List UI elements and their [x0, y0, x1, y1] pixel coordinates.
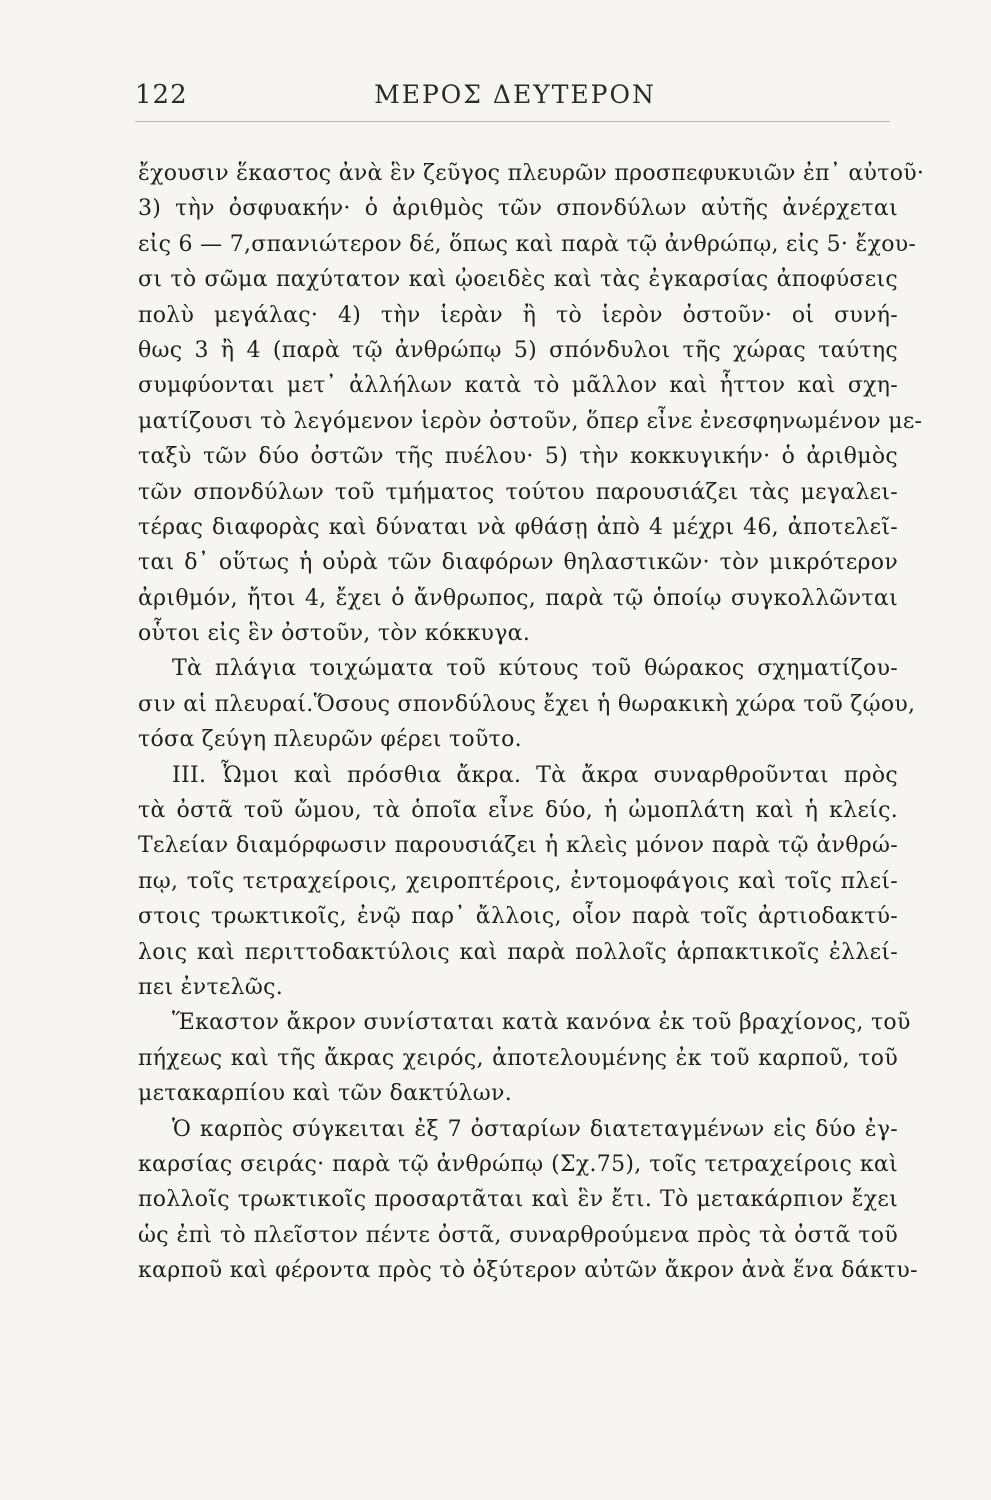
page-number: 122 — [135, 80, 188, 110]
text-line: τῶν σπονδύλων τοῦ τμήματος τούτου παρουσιάζει τὰς μεγαλει- — [138, 479, 898, 505]
header-rule — [135, 121, 890, 122]
text-line: εἰς 6 — 7,σπανιώτερον δέ, ὅπως καὶ παρὰ τῷ ἀνθρώπῳ, εἰς 5· ἔχου- — [138, 231, 917, 257]
text-line: ὡς ἐπὶ τὸ πλεῖστον πέντε ὀστᾶ, συναρθρούμενα πρὸς τὰ ὀστᾶ τοῦ — [138, 1222, 898, 1248]
paragraph-start-line: Ἕκαστον ἄκρον συνίσταται κατὰ κανόνα ἐκ τοῦ βραχίονος, τοῦ — [172, 1010, 911, 1036]
text-line: σιν αἱ πλευραί.Ὅσους σπονδύλους ἔχει ἡ θωρακικὴ χώρα τοῦ ζῴου, — [138, 691, 916, 717]
text-line: ἔχουσιν ἕκαστος ἀνὰ ἓν ζεῦγος πλευρῶν προσπεφυκυιῶν ἐπ᾿ αὐτοῦ· — [138, 161, 925, 186]
text-line: θως 3 ἢ 4 (παρὰ τῷ ἀνθρώπῳ 5) σπόνδυλοι τῆς χώρας ταύτης — [138, 337, 898, 363]
text-line: καρσίας σειράς· παρὰ τῷ ἀνθρώπῳ (Σχ.75), τοῖς τετραχείροις καὶ — [138, 1151, 898, 1177]
paragraph-start-line: Ὁ καρπὸς σύγκειται ἐξ 7 ὀσταρίων διατεταγμένων εἰς δύο ἐγ- — [172, 1116, 898, 1142]
text-line: ἀριθμόν, ἤτοι 4, ἔχει ὁ ἄνθρωπος, παρὰ τῷ ὁποίῳ συγκολλῶνται — [138, 585, 898, 611]
text-line: ματίζουσι τὸ λεγόμενον ἱερὸν ὀστοῦν, ὅπερ εἶνε ἐνεσφηνωμένον με- — [138, 408, 923, 434]
page-body-text — [138, 156, 925, 1289]
text-line: οὗτοι εἰς ἓν ὀστοῦν, τὸν κόκκυγα. — [138, 621, 531, 647]
text-line: μετακαρπίου καὶ τῶν δακτύλων. — [138, 1081, 513, 1107]
text-line: συμφύονται μετ᾿ ἀλλήλων κατὰ τὸ μᾶλλον καὶ ἧττον καὶ σχη- — [138, 373, 898, 399]
page-header — [135, 78, 895, 118]
section-heading-line: III. Ὦμοι καὶ πρόσθια ἄκρα. Τὰ ἄκρα συναρθροῦνται πρὸς — [172, 762, 898, 788]
text-line: πῳ, τοῖς τετραχείροις, χειροπτέροις, ἐντομοφάγοις καὶ τοῖς πλεί- — [138, 868, 898, 894]
text-line: ται δ᾿ οὕτως ἡ οὐρὰ τῶν διαφόρων θηλαστικῶν· τὸν μικρότερον — [138, 550, 898, 576]
text-line: πολὺ μεγάλας· 4) τὴν ἱερὰν ἢ τὸ ἱερὸν ὀστοῦν· οἱ συνή- — [138, 302, 898, 328]
text-line: στοις τρωκτικοῖς, ἐνῷ παρ᾿ ἄλλοις, οἷον παρὰ τοῖς ἀρτιοδακτύ- — [138, 904, 898, 930]
text-line: Τελείαν διαμόρφωσιν παρουσιάζει ἡ κλεὶς μόνον παρὰ τῷ ἀνθρώ- — [138, 833, 898, 859]
text-line: καρποῦ καὶ φέροντα πρὸς τὸ ὀξύτερον αὐτῶν ἄκρον ἀνὰ ἕνα δάκτυ- — [138, 1258, 918, 1284]
text-line: πολλοῖς τρωκτικοῖς προσαρτᾶται καὶ ἓν ἔτι. Τὸ μετακάρπιον ἔχει — [138, 1187, 898, 1213]
paragraph-start-line: Τὰ πλάγια τοιχώματα τοῦ κύτους τοῦ θώρακος σχηματίζου- — [172, 656, 898, 682]
text-line: πει ἐντελῶς. — [138, 974, 284, 1000]
text-line: τόσα ζεύγη πλευρῶν φέρει τοῦτο. — [138, 727, 522, 753]
text-line: λοις καὶ περιττοδακτύλοις καὶ παρὰ πολλοῖς ἁρπακτικοῖς ἐλλεί- — [138, 939, 898, 965]
text-line: τὰ ὀστᾶ τοῦ ὤμου, τὰ ὁποῖα εἶνε δύο, ἡ ὠμοπλάτη καὶ ἡ κλείς. — [138, 798, 898, 824]
text-line: ταξὺ τῶν δύο ὀστῶν τῆς πυέλου· 5) τὴν κοκκυγικήν· ὁ ἀριθμὸς — [138, 444, 898, 470]
text-line: πήχεως καὶ τῆς ἄκρας χειρός, ἀποτελουμένης ἐκ τοῦ καρποῦ, τοῦ — [138, 1045, 898, 1071]
text-line: σι τὸ σῶμα παχύτατον καὶ ᾠοειδὲς καὶ τὰς ἐγκαρσίας ἀποφύσεις — [138, 267, 898, 293]
running-head: ΜΕΡΟΣ ΔΕΥΤΕΡΟΝ — [374, 80, 656, 109]
text-line: τέρας διαφορὰς καὶ δύναται νὰ φθάσῃ ἀπὸ 4 μέχρι 46, ἀποτελεῖ- — [138, 514, 898, 540]
text-line: 3) τὴν ὀσφυακήν· ὁ ἀριθμὸς τῶν σπονδύλων αὐτῆς ἀνέρχεται — [138, 196, 898, 222]
